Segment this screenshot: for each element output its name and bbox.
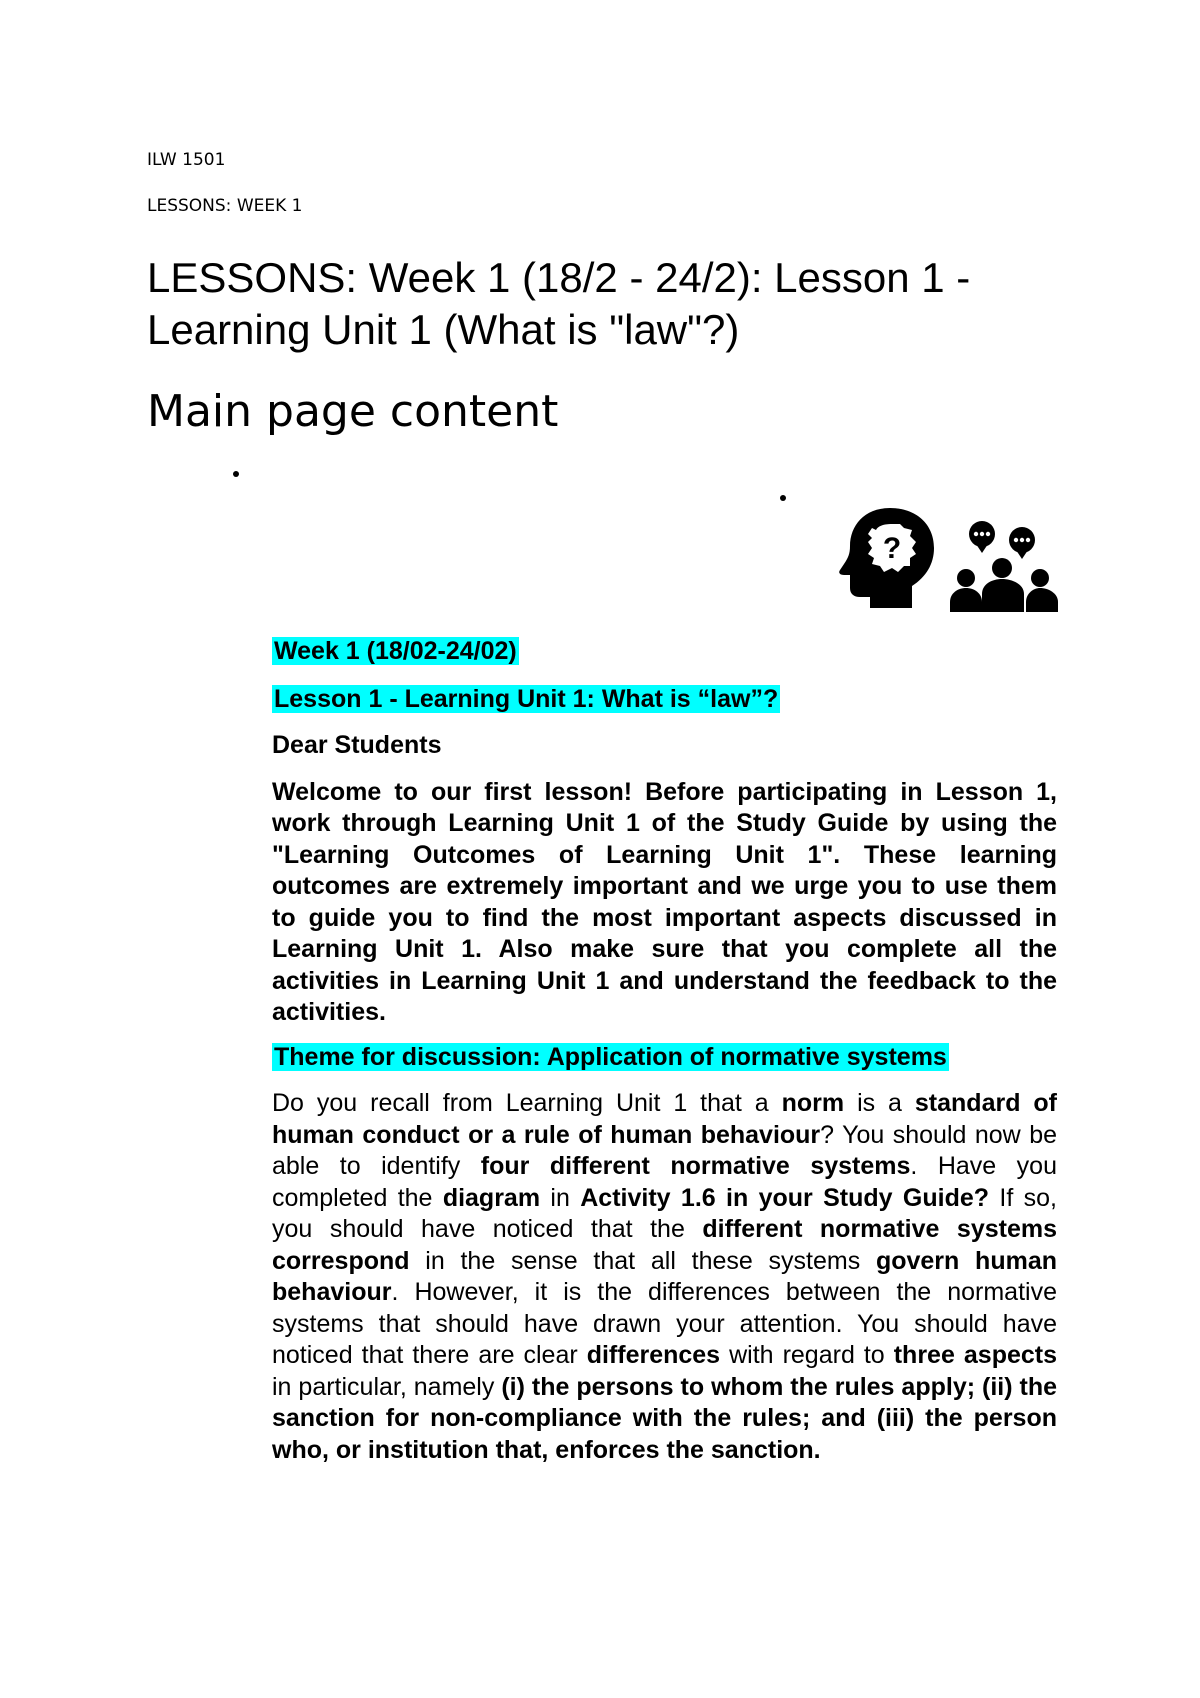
list-bullet bbox=[233, 471, 239, 477]
text-run: in the sense that all these systems bbox=[409, 1246, 876, 1275]
lesson-title: Lesson 1 - Learning Unit 1: What is “law”? bbox=[274, 684, 779, 713]
theme-heading: Theme for discussion: Application of normative systems bbox=[274, 1042, 947, 1071]
bold-run: diagram bbox=[442, 1183, 541, 1212]
head-question-mark: ? bbox=[882, 532, 902, 565]
bold-run: (i) the persons to whom the rules apply; (ii) the sanction for non-compliance with the rules; and (iii) the person who, or institution that, enforces the sanction. bbox=[272, 1372, 1057, 1464]
week-heading: Week 1 (18/02-24/02) bbox=[274, 637, 517, 665]
bold-run: Activity 1.6 in your Study Guide? bbox=[580, 1183, 990, 1212]
text-run: ? You should now be able to identify bbox=[272, 1120, 1057, 1180]
bold-run: differences bbox=[586, 1341, 721, 1369]
page-title: LESSONS: Week 1 (18/2 - 24/2): Lesson 1 - Learning Unit 1 (What is "law"?) bbox=[147, 254, 971, 353]
greeting: Dear Students bbox=[272, 731, 442, 759]
text-run: . However, it is the differences between the normative systems that should have drawn your attention. You should have noticed that there are clear bbox=[272, 1278, 1057, 1369]
bold-run: norm bbox=[781, 1089, 845, 1117]
text-run: . Have you completed the bbox=[272, 1152, 1057, 1212]
welcome-paragraph: Welcome to our first lesson! Before participating in Lesson 1, work through Learning Unit 1 of the Study Guide by using the "Learning Outcomes of Learning Unit 1". These learning outcomes are extremely important and we urge you to use them to guide you to find the most important aspects discussed in Learning Unit 1. Also make sure that you complete all the activities in Learning Unit 1 and understand the feedback to the activities. bbox=[272, 777, 1057, 1026]
list-bullet bbox=[780, 495, 786, 501]
main-content-heading: Main page content bbox=[147, 386, 559, 437]
lessons-week-label: LESSONS: WEEK 1 bbox=[147, 196, 303, 216]
recall-paragraph bbox=[272, 1088, 1057, 1466]
bold-run: three aspects bbox=[893, 1341, 1057, 1369]
course-code: ILW 1501 bbox=[147, 150, 226, 170]
bold-run: standard of human conduct or a rule of human behaviour bbox=[272, 1089, 1057, 1149]
bold-run: four different normative systems bbox=[480, 1152, 911, 1180]
lesson-content bbox=[272, 636, 1057, 1466]
bold-run: govern human behaviour bbox=[272, 1246, 1057, 1306]
head-question-icon bbox=[838, 504, 936, 608]
text-run: is a bbox=[844, 1089, 915, 1117]
text-run: with regard to bbox=[720, 1341, 894, 1369]
group-chat-icon bbox=[948, 520, 1060, 612]
text-run: Do you recall from Learning Unit 1 that a bbox=[272, 1089, 782, 1117]
bold-run: different normative systems correspond bbox=[272, 1215, 1057, 1275]
text-run: in particular, namely bbox=[272, 1372, 502, 1401]
text-run: If so, you should have noticed that the bbox=[272, 1183, 1057, 1243]
text-run: in bbox=[540, 1183, 581, 1212]
